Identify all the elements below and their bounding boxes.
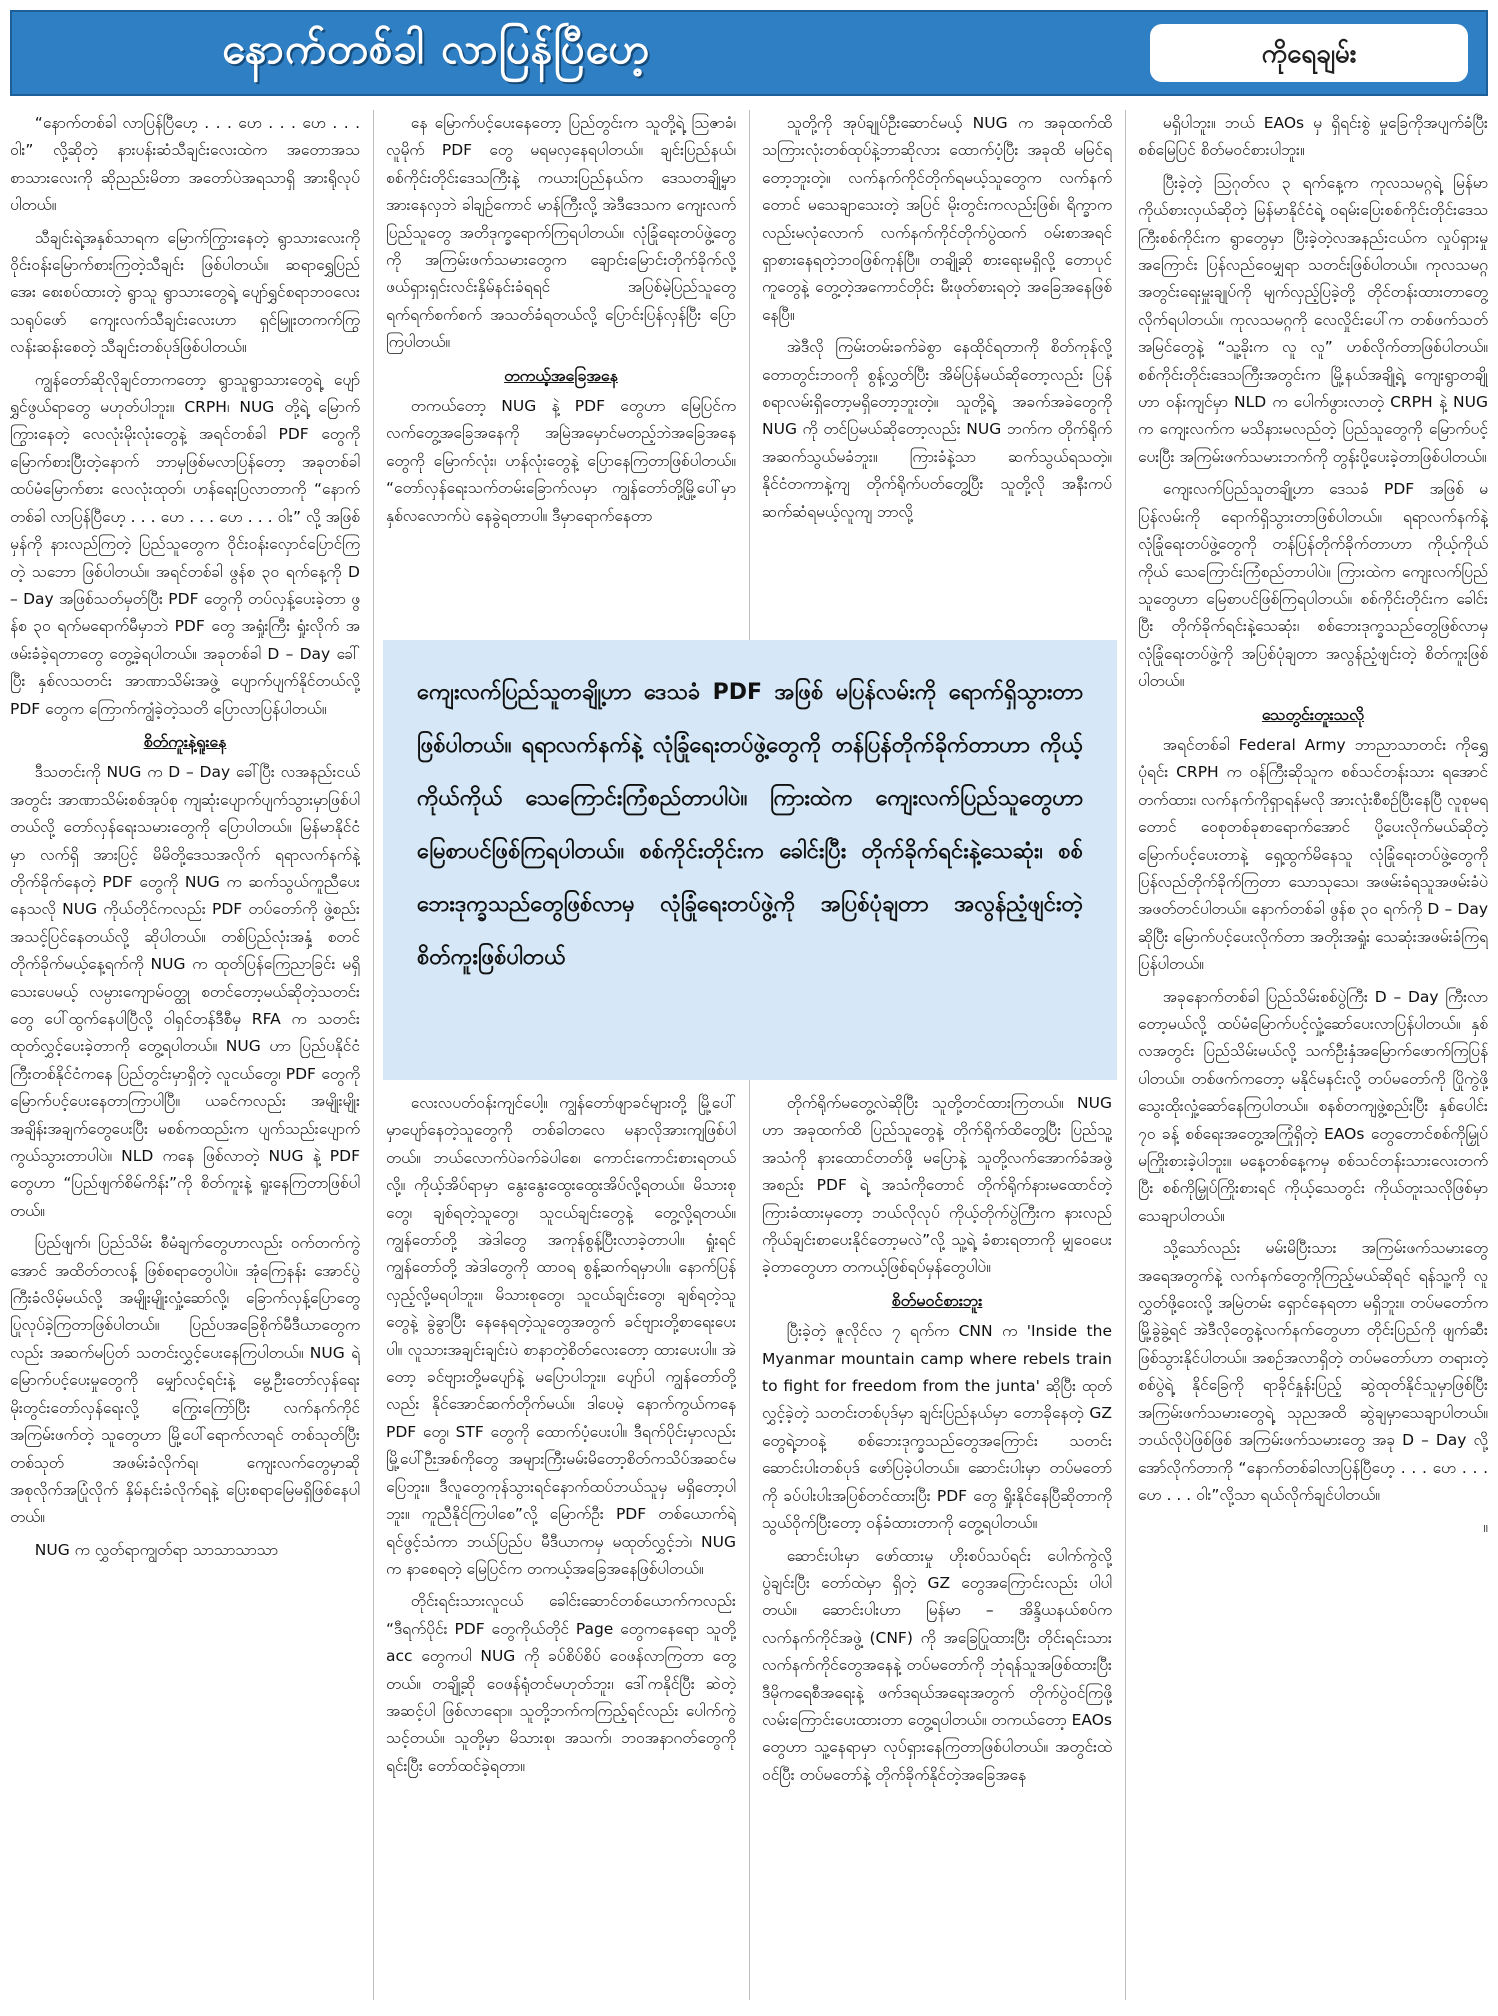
article-column-1 <box>10 110 360 2000</box>
paragraph: နေ မြောက်ပင့်ပေးနေတော့ ပြည်တွင်းက သူတို့ရဲ့ ဩဇာခံ၊ လူမိုက် PDF တွေ မရမလှနေရပါတယ်။ ချင်းပြည်နယ်၊ စစ်ကိုင်းတိုင်းဒေသကြီးနဲ့ ကယားပြည်နယ်က ဒေသတချို့မှာ အားနေလှဘဲ ခါချဉ်ကောင် မာန်ကြီးလို့ အဲဒီဒေသက ကျေးလက်ပြည်သူတွေ အတိဒုက္ခရောက်ကြရပါတယ်။ လုံခြုံရေးတပ်ဖွဲ့တွေကို အကြမ်းဖက်သမားတွေက ချောင်းမြောင်းတိုက်ခိုက်လို့ ဖယ်ရှားရှင်းလင်းနှိမ်နင်းခံရရင် အပြစ်မဲ့ပြည်သူတွေ ရက်ရက်စက်စက် အသတ်ခံရတယ်လို့ ပြောင်းပြန်လှန်ပြီး ပြောကြပါတယ်။ <box>386 114 736 352</box>
author-box <box>1150 24 1468 82</box>
article-column-3-top <box>762 110 1112 630</box>
article-column-2-top <box>386 110 736 630</box>
section-heading: စိတ်ကူးနဲ့ရူးနေ <box>143 731 227 751</box>
paragraph: ကျေးလက်ပြည်သူတချို့ဟာ ဒေသခံ PDF အဖြစ် မပြန်လမ်းကို ရောက်ရှိသွားတာဖြစ်ပါတယ်။ ရရာလက်နက်နဲ့ လုံခြုံရေးတပ်ဖွဲ့တွေကို တန်ပြန်တိုက်ခိုက်တာဟာ ကိုယ့်ကိုယ်ကိုယ် သေကြောင်းကြံစည်တာပါပဲ။ ကြားထဲက ကျေးလက်ပြည်သူတွေဟာ မြေစာပင်ဖြစ်ကြရပါတယ်။ စစ်ကိုင်းတိုင်းက ခေါင်းပြီး တိုက်ခိုက်ရင်းနဲ့သေဆုံး၊ စစ်ဘေးဒုက္ခသည်တွေဖြစ်လာမှ လုံခြုံရေးတပ်ဖွဲ့ကို အပြစ်ပုံချတာ အလွန်ညံ့ဖျင်းတဲ့ စိတ်ကူးဖြစ်ပါတယ်။ <box>1138 480 1488 691</box>
paragraph: တိုက်ရိုက်မတွေ့လဲဆိုပြီး သူတို့တင်ထားကြတယ်။ NUG ဟာ အခုထက်ထိ ပြည်သူတွေနဲ့ တိုက်ရိုက်ထိတွေ့ပြီး ပြည်သူ့အသံကို နားထောင်တတ်ဖို့ မပြောနဲ့ သူတို့လက်အောက်ခံအဖွဲ့ အစည်း PDF ရဲ့ အသံကိုတောင် တိုက်ရိုက်နားမထောင်တဲ့ ကြားခံထားမှတော့ ဘယ်လိုလုပ် ကိုယ့်တိုက်ပွဲကြီးက နားလည်ကိုယ်ချင်းစာပေးနိုင်တော့မလဲ”လို့ သူ့ရဲ့ ခံစားရတာကို မျှဝေပေးခဲ့တာတွေဟာ တကယ့်ဖြစ်ရပ်မှန်တွေပါပဲ။ <box>762 1094 1112 1277</box>
paragraph: မရှိပါဘူး။ ဘယ် EAOs မှ ရှိရင်းစွဲ မှုခြေကိုအပျက်ခံပြီး စစ်မြေပြင် စိတ်မဝင်စားပါဘူး။ <box>1138 114 1488 160</box>
article-title: နောက်တစ်ခါ လာပြန်ပြီဟေ့ <box>222 24 651 73</box>
section-heading: စိတ်မဝင်စားဘူး <box>891 1290 983 1310</box>
paragraph: တိုင်းရင်းသားလူငယ် ခေါင်းဆောင်တစ်ယောက်ကလည်း “ဒီရက်ပိုင်း PDF တွေကိုယ်တိုင် Page တွေကနေရော သူတို့ acc တွေကပါ NUG ကို ခပ်စိပ်စိပ် ဝေဖန်လာကြတာ တွေ့တယ်။ တချို့ဆို ဝေဖန်ရုံတင်မဟုတ်ဘူး၊ ဒေါ်ကနိုင်ပြီး ဆဲတဲ့အဆင့်ပါ ဖြစ်လာရော။ သူတို့ဘက်ကကြည့်ရင်လည်း ပေါက်ကွဲသင့်တယ်။ သူတို့မှာ မိသားစု၊ အသက်၊ ဘဝအနာဂတ်တွေကိုရင်းပြီး တော်ထင်ခဲ့ရတာ။ <box>386 1592 736 1775</box>
section-heading: သေတွင်းတူးသလို <box>1261 704 1365 724</box>
pull-quote-box <box>383 640 1117 1080</box>
column-divider <box>1125 110 1126 2000</box>
article-end-mark: ။ <box>1483 1518 1488 1537</box>
paragraph: ဆောင်းပါးမှာ ဖော်ထားမှု ဟိုးစပ်သပ်ရင်း ပေါက်ကွဲလို့ ပွဲချင်းပြီး တော်ထဲမှာ ရှိတဲ့ GZ တွေအကြောင်းလည်း ပါပါတယ်။ ဆောင်းပါးဟာ မြန်မာ – အိန္ဒိယနယ်စပ်က လက်နက်ကိုင်အဖွဲ့ (CNF) ကို အခြေပြုထားပြီး တိုင်းရင်းသားလက်နက်ကိုင်တွေအနေနဲ့ တပ်မတော်ကို ဘုံရန်သူအဖြစ်ထားပြီး ဒီမိုကရေစီအရေးနဲ့ ဖက်ဒရယ်အရေးအတွက် တိုက်ပွဲဝင်ကြဖို့ လမ်းကြောင်းပေးထားတာ တွေ့ရပါတယ်။ တကယ်တော့ EAOs တွေဟာ သူ့နေရာမှာ လုပ်ရှားနေကြတာဖြစ်ပါတယ်။ အတွင်းထဲဝင်ပြီး တပ်မတော်နဲ့ တိုက်ခိုက်နိုင်တဲ့အခြေအနေ <box>762 1546 1112 1784</box>
paragraph: အဲဒီလို ကြမ်းတမ်းခက်ခဲစွာ နေထိုင်ရတာကို စိတ်ကုန်လို့ တောတွင်းဘဝကို စွန့်လွှတ်ပြီး အိမ်ပြန်မယ်ဆိုတော့လည်း ပြန်စရာလမ်းရှိတော့မရှိတော့ဘူးတဲ့။ သူတို့ရဲ့ အခက်အခဲတွေကို NUG ကို တင်ပြမယ်ဆိုတော့လည်း NUG ဘက်က တိုက်ရိုက်အဆက်သွယ်မခံဘူး။ ကြားခံနဲ့သာ ဆက်သွယ်ရသတဲ့။ နိုင်ငံတကာနဲ့ကျ တိုက်ရိုက်ပတ်တွေ့ပြီး သူတို့လို အနီးကပ်ဆက်ဆံရမယ့်လူကျ ဘာလို့ <box>762 338 1112 521</box>
paragraph: NUG က လွှတ်ရာကျွတ်ရာ သာသာသာသာ <box>34 1540 279 1559</box>
paragraph: “နောက်တစ်ခါ လာပြန်ပြီဟေ့ . . . ဟေ . . . ဟေ . . . ဝါး” လို့ဆိုတဲ့ နားပန်းဆံသီချင်းလေးထဲက အတောအသ စာသားလေးကို ဆိုညည်းမိတာ အတော်ပဲအရသာရှိ အားရိုလုပ်ပါတယ်။ <box>10 114 360 215</box>
article-column-2-bottom <box>386 1090 736 1900</box>
paragraph: သို့သော်လည်း မမ်းမိပြီးသား အကြမ်းဖက်သမားတွေ အရေအတွက်နဲ့ လက်နက်တွေကိုကြည့်မယ်ဆိုရင် ရန်သူ့ကို လူလွှတ်ဖို့ဝေးလို့ အမြဲတမ်း ရှောင်နေရတာ မရှိဘူး။ တပ်မတော်က မြို့ခွဲခွဲ့ရင် အဲဒီလိုတွေနဲ့လက်နက်တွေဟာ တိုင်းပြည်ကို ဖျက်ဆီးဖြစ်သွားနိုင်ပါတယ်။ အစဉ်အလာရှိတဲ့ တပ်မတော်ဟာ တရားတဲ့စစ်ပွဲရဲ့ နိုင်ခြေကို ရာခိုင်နှုန်းပြည့် ဆွဲထုတ်နိုင်သူမှာဖြစ်ပြီး အကြမ်းဖက်သမားတွေရဲ့ သုညအထိ ဆွဲချမှာသေချာပါတယ်။ ဘယ်လိုပဲဖြစ်ဖြစ် အကြမ်းဖက်သမားတွေ အခု D – Day လို့ အော်လိုက်တာကို “နောက်တစ်ခါလာပြန်ပြီဟေ့ . . . ဟေ . . . ဟေ . . . ဝါး”လို့သာ ရယ်လိုက်ချင်ပါတယ်။ <box>1138 1239 1488 1504</box>
article-column-3-bottom <box>762 1090 1112 1900</box>
paragraph: ပြီးခဲ့တဲ့ ဩဂုတ်လ ၃ ရက်နေ့က ကုလသမဂ္ဂရဲ့ မြန်မာကိုယ်စားလှယ်ဆိုတဲ့ မြန်မာနိုင်ငံရဲ့ ဝရမ်းပြေးစစ်ကိုင်းတိုင်းဒေသကြီးစစ်ကိုင်းက ရွာတွေမှာ ပြီးခဲ့တဲ့လအနည်းငယ်က လှုပ်ရှားမှုအကြောင်း ပြန်လည်ဝေမျှရာ သတင်းဖြစ်ပါတယ်။ ကုလသမဂ္ဂအတွင်းရေးမှူးချုပ်ကို မျက်လှည့်ပြခဲ့တို့ တိုင်တန်းထားတာတွေ့လိုက်ရပါတယ်။ ကုလသမဂ္ဂကို လေလှိုင်းပေါ်က တစ်ဖက်သတ်အမြင်တွေနဲ့ “သူ့ခိုးက လူ လူ” ဟစ်လိုက်တာဖြစ်ပါတယ်။ စစ်ကိုင်းတိုင်းဒေသကြီးအတွင်းက မြို့နယ်အချို့ရဲ့ ကျေးရွာတချို့ဟာ ဝန်းကျင်မှာ NLD က ပေါက်ဖွားလာတဲ့ CRPH နဲ့ NUG က ကျေးလက်က မသိနားမလည်တဲ့ ပြည်သူတွေကို မြောက်ပင့်ပေးပြီး အကြမ်းဖက်သမားဘက်ကို တွန်းပို့ပေးခဲ့တာဖြစ်ပါတယ်။ <box>1138 173 1488 466</box>
author-name: ကိုရေချမ်း <box>1261 39 1357 69</box>
column-divider <box>373 110 374 2000</box>
article-column-4 <box>1138 110 1488 2000</box>
paragraph: အခုနောက်တစ်ခါ ပြည်သိမ်းစစ်ပွဲကြီး D – Day ကြီးလာတော့မယ်လို့ ထပ်မံမြောက်ပင့်လှုံ့ဆော်ပေးလာပြန်ပါတယ်။ နှစ်လအတွင်း ပြည်သိမ်းမယ်လို့ သက်ဦးနှံအမြောက်ဖောက်ကြပြန်ပါတယ်။ တစ်ဖက်ကတော့ မနိုင်မနင်းလို့ တပ်မတော်ကို ပြိုကွဲဖို့ သွေးထိုးလှုံ့ဆော်နေကြပါတယ်။ စနစ်တကျဖွဲ့စည်းပြီး နှစ်ပေါင်း ၇၀ ခန့် စစ်ရေးအတွေ့အကြုံရှိတဲ့ EAOs တွေတောင်စစ်ကိုမြှုပ် မကြိုးစားခဲ့ပါဘူး။ မနေ့တစ်နေ့ကမှ စစ်သင်တန်းသားလေးတက်ပြီး စစ်ကိုမြှုပ်ကြိုးစားရင် ကိုယ့်သေတွင်း ကိုယ်တူးသလိုဖြစ်မှာ သေချာပါတယ်။ <box>1138 987 1488 1225</box>
paragraph: သီချင်းရဲ့အနှစ်သာရက မြောက်ကြွားနေတဲ့ ရွာသားလေးကို ဝိုင်းဝန်းမြောက်စားကြတဲ့သီချင်း ဖြစ်ပါတယ်။ ဆရာရွှေပြည်အေး စေးစပ်ထားတဲ့ ရွာသူ ရွာသားတွေရဲ့ ပျော်ရွှင်စရာဘဝလေး သရုပ်ဖော် ကျေးလက်သီချင်းလေးဟာ ရှင်မြူးတကက်ကြွလန်းဆန်းစေတဲ့ သီချင်းတစ်ပုဒ်ဖြစ်ပါတယ်။ <box>10 228 360 357</box>
article-header-banner <box>10 10 1488 96</box>
pull-quote-text: ကျေးလက်ပြည်သူတချို့ဟာ ဒေသခံ PDF အဖြစ် မပြန်လမ်းကို ရောက်ရှိသွားတာဖြစ်ပါတယ်။ ရရာလက်နက်နဲ့ လုံခြုံရေးတပ်ဖွဲ့တွေကို တန်ပြန်တိုက်ခိုက်တာဟာ ကိုယ့်ကိုယ်ကိုယ် သေကြောင်းကြံစည်တာပါပဲ။ ကြားထဲက ကျေးလက်ပြည်သူတွေဟာ မြေစာပင်ဖြစ်ကြရပါတယ်။ စစ်ကိုင်းတိုင်းက ခေါင်းပြီး တိုက်ခိုက်ရင်းနဲ့သေဆုံး၊ စစ်ဘေးဒုက္ခသည်တွေဖြစ်လာမှ လုံခြုံရေးတပ်ဖွဲ့ကို အပြစ်ပုံချတာ အလွန်ညံ့ဖျင်းတဲ့ စိတ်ကူးဖြစ်ပါတယ် <box>417 680 1083 970</box>
section-heading: တကယ့်အခြေအနေ <box>504 365 618 385</box>
paragraph: ကျွန်တော်ဆိုလိုချင်တာကတော့ ရွာသူရွာသားတွေရဲ့ ပျော်ရွှင်ဖွယ်ရာတွေ မဟုတ်ပါဘူး။ CRPH၊ NUG တို့ရဲ့ မြောက်ကြွားနေတဲ့ လေလုံးမိုးလုံးတွေနဲ့ အရင်တစ်ခါ PDF တွေကို မြောက်စားပြီးတဲ့နောက် ဘာမှဖြစ်မလာပြန်တော့ အခုတစ်ခါ ထပ်မံမြောက်စား လေလုံးထုတ်၊ ဟန်ရေးပြလာတာကို “နောက်တစ်ခါ လာပြန်ပြီဟေ့ . . . ဟေ . . . ဟေ . . . ဝါး” လို့ အဖြစ်မှန်ကို နားလည်ကြတဲ့ ပြည်သူတွေက ဝိုင်းဝန်းလှောင်ပြောင်ကြတဲ့ သဘော ဖြစ်ပါတယ်။ အရင်တစ်ခါ ဖွန်စ ၃၀ ရက်နေ့ကို D – Day အဖြစ်သတ်မှတ်ပြီး PDF တွေကို တပ်လှန့်ပေးခဲ့တာ ဖွန်စ ၃၀ ရက်မရောက်မီမှာဘဲ PDF တွေ အရှုံးကြီး ရှုံးလိုက် အဖမ်းခံခဲ့ရတာတွေ တွေ့ခဲ့ရပါတယ်။ အခုတစ်ခါ D – Day ခေါ်ပြီး နှစ်လသတင်း အာဏာသိမ်းအဖွဲ့ ပျောက်ပျက်နိုင်တယ်လို့ PDF တွေက ကြောက်ကျွံခဲ့တဲ့သတိ ပြောလာပြန်ပါတယ်။ <box>10 370 360 718</box>
paragraph: ဒီသတင်းကို NUG က D – Day ခေါ်ပြီး လအနည်းငယ်အတွင်း အာဏာသိမ်းစစ်အုပ်စု ကျဆုံးပျောက်ပျက်သွားမှာဖြစ်ပါတယ်လို့ တော်လှန်ရေးသမားတွေကို ပြောပါတယ်။ မြန်မာနိုင်ငံမှာ လက်ရှိ အားပြင့် မိမိတို့ဒေသအလိုက် ရရာလက်နက်နဲ့ တိုက်ခိုက်နေတဲ့ PDF တွေကို NUG က ဆက်သွယ်ကူညီပေးနေသလို NUG ကိုယ်တိုင်ကလည်း PDF တပ်တော်ကို ဖွဲ့စည်းအသင့်ပြင်နေတယ်လို့ ဆိုပါတယ်။ တစ်ပြည်လုံးအနှံ့ စတင်တိုက်ခိုက်မယ့်နေ့ရက်ကို NUG က ထုတ်ပြန်ကြေညာခြင်း မရှိသေးပေမယ့် လမ္ပားကျောမ်ဝတ္ထု စတင်တော့မယ်ဆိုတဲ့သတင်းတွေ ပေါ်ထွက်နေပါပြီလို့ ဝါရှင်တန်ဒီစီမှ RFA က သတင်းထုတ်လွှင့်ပေးခဲ့တာကို တွေ့ရပါတယ်။ NUG ဟာ ပြည်ပနိုင်ငံကြီးတစ်နိုင်ငံကနေ ပြည်တွင်းမှာရှိတဲ့ လူငယ်တွေ၊ PDF တွေကို မြောက်ပင့်ပေးနေတာကြာပါပြီ။ ယခင်ကလည်း အမျိုးမျိုး အချိန်းအချက်တွေပေးပြီး မစစ်ကထည်းက ပျက်သည်းပျောက်ကွယ်သွားတာပါပဲ။ NLD ကနေ ဖြစ်လာတဲ့ NUG နဲ့ PDF တွေဟာ “ပြည်ဖျက်စိမ်ကိန်း”ကို စိတ်ကူးနဲ့ ရူးနေကြတာဖြစ်ပါတယ်။ <box>10 763 360 1220</box>
paragraph: ပြီးခဲ့တဲ့ ဇူလိုင်လ ၇ ရက်က CNN က 'Inside the Myanmar mountain camp where rebels train to fight for freedom from the junta' ဆိုပြီး ထုတ်လွှင့်ခဲ့တဲ့ သတင်းတစ်ပုဒ်မှာ ချင်းပြည်နယ်မှာ တောခိုနေတဲ့ GZ တွေရဲ့ဘဝနဲ့ စစ်ဘေးဒုက္ခသည်တွေအကြောင်း သတင်းဆောင်းပါးတစ်ပုဒ် ဖော်ပြခဲ့ပါတယ်။ ဆောင်းပါးမှာ တပ်မတော်ကို ခပ်ပါးပါးအပြစ်တင်ထားပြီး PDF တွေ ရှိုးနိုင်နေပြီဆိုတာကို သွယ်ဝိုက်ပြီးတော့ ဝန်ခံထားတာကို တွေ့ရပါတယ်။ <box>762 1322 1112 1533</box>
paragraph: သူတို့ကို အုပ်ချုပ်ဦးဆောင်မယ့် NUG က အခုထက်ထိ သကြားလုံးတစ်ထုပ်နဲ့ဘာဆိုလား ထောက်ပံ့ပြီး အခုထိ မမြင်ရတော့ဘူးတဲ့။ လက်နက်ကိုင်တိုက်ရမယ့်သူတွေက လက်နက်တောင် မသေချာသေးတဲ့ အပြင် မိုးတွင်းကလည်းဖြစ်၊ ရိက္ခာကလည်းမလုံလောက် လက်နက်ကိုင်တိုက်ပွဲထက် ဝမ်းစာအရင်ရှာစားနေရတဲ့ဘဝဖြစ်ကုန်ပြီ။ တချို့ဆို စားရေးမရှိလို့ တောပုင်ကူတွေနဲ့ တွေ့တဲ့အကောင်တိုင်း မီးဖုတ်စားရတဲ့ အခြေအနေဖြစ်နေပြီ။ <box>762 114 1112 324</box>
paragraph: လေးလပတ်ဝန်းကျင်ပေါ့။ ကျွန်တော်ဖျာခင်များတို့ မြို့ပေါ်မှာပျော်နေတဲ့သူတွေကို တစ်ခါတလေ မနာလိုအားကျဖြစ်ပါတယ်။ ဘယ်လောက်ပဲခက်ခဲပါစေ၊ ကောင်းကောင်းစားရတယ်လို့။ ကိုယ့်အိပ်ရာမှာ နွေးနွေးထွေးထွေးအိပ်လို့ရတယ်။ မိသားစုတွေ၊ ချစ်ရတဲ့သူတွေ၊ သူငယ်ချင်းတွေနဲ့ တွေ့လို့ရတယ်။ ကျွန်တော်တို့ အဲဒါတွေ အကုန်စွန့်ပြီးလာခဲ့တာပါ။ ရှုံးရင် ကျွန်တော်တို့ အဲဒါတွေကို ထာဝရ စွန့်ဆက်ရမှာပါ။ နောက်ပြန်လှည့်လို့မရပါဘူး။ မိသားစုတွေ၊ သူငယ်ချင်းတွေ၊ ချစ်ရတဲ့သူတွေနဲ့ ခွဲခွာပြီး နေနေရတဲ့သူတွေအတွက် ခင်ဗျားတို့စာရေးပေးပါ။ လူသားအချင်းချင်းပဲ စာနာတဲ့စိတ်လေးတော့ ထားပေးပါ။ အဲတော့ ခင်ဗျားတို့မပျော်နဲ့ မပြောပါဘူး။ ပျော်ပါ ကျွန်တော်တို့လည်း နိုင်အောင်ဆက်တိုက်မယ်။ ဒါပေမဲ့ နောက်ကွယ်ကနေ PDF တွေ၊ STF တွေကို ထောက်ပံ့ပေးပါ။ ဒီရက်ပိုင်းမှာလည်း မြို့ပေါ်ဉီးအစ်ကိုတွေ အများကြီးမမ်းမိတော့စိတ်ကသိပ်အဆင်မပြေဘူး။ ဒီလူတွေကုန်သွားရင်နောက်ထပ်ဘယ်သူမှ မရှိတော့ပါဘူး။ ကူညီနိုင်ကြပါစေ”လို့ မြောက်ဦး PDF တစ်ယောက်ရဲ့ ရင်ဖွင့်သံကာ ဘယ်ပြည်ပ မီဒီယာကမှ မထုတ်လွှင့်ဘဲ၊ NUG က နာစေရတဲ့ မြေပြင်က တကယ့်အခြေအနေဖြစ်ပါတယ်။ <box>386 1094 736 1578</box>
paragraph: အရင်တစ်ခါ Federal Army ဘာညာသာတင်း ကိုရွှေပုံရင်း CRPH က ဝန်ကြီးဆိုသူက စစ်သင်တန်းသား ရအောင်တက်ထား၊ လက်နက်ကိုရှာရန်မလို အားလုံးစီစဉ်ပြီးနေပြီ လူစုမရတောင် ဝေစုတစ်ခုစာရောက်အောင် ပို့ပေးလိုက်မယ်ဆိုတဲ့ မြောက်ပင့်ပေးတာနဲ့ ရှေ့ထွက်မိနေသူ လုံခြုံရေးတပ်ဖွဲ့တွေကို ပြန်လည်တိုက်ခိုက်ကြတာ သောသုသေ၊ အဖမ်းခံရသူအဖမ်းခံပဲ အဖတ်တင်ပါတယ်။ နောက်တစ်ခါ ဖွန်စ ၃၀ ရက်ကို D – Day ဆိုပြီး မြောက်ပင့်ပေးလိုက်တာ အတိုးအရှုံး သေဆုံးအဖမ်းခံကြရပြန်ပါတယ်။ <box>1138 735 1488 974</box>
paragraph: တကယ်တော့ NUG နဲ့ PDF တွေဟာ မြေပြင်က လက်တွေ့အခြေအနေကို အမြဲအမှောင်မတည့်ဘဲအခြေအနေတွေကို မြောက်လုံး၊ ဟန်လုံးတွေနဲ့ ပြောနေကြတာဖြစ်ပါတယ်။ “တော်လှန်ရေးသက်တမ်းခြောက်လမှာ ကျွန်တော်တို့မြို့ပေါ်မှာ နှစ်လလောက်ပဲ နေခွဲရတာပါ။ ဒီမှာရောက်နေတာ <box>386 397 736 525</box>
paragraph: ပြည်ဖျက်၊ ပြည်သိမ်း စီမံချက်တွေဟာလည်း ဝက်တက်ကွဲအောင် အထိတ်တလန့် ဖြစ်စရာတွေပါပဲ။ အုံကြေနန်း အောင်ပွဲကြီးခံလိမ့်မယ်လို့ အမျိုးမျိုးလှုံ့ဆော်လို့၊ ခြောက်လှန့်ပြောတွေ ပြုလုပ်ခဲ့ကြတာဖြစ်ပါတယ်။ ပြည်ပအခြေစိုက်မီဒီယာတွေကလည်း အဆက်မပြတ် သတင်းလွှင့်ပေးနေကြပါတယ်။ NUG ရဲ့ မြောက်ပင့်ပေးမှုတွေကို မျှော်လင့်ရင်းနဲ့ မွေ့ဦးတော်လှန်ရေး မိုးတွင်းတော်လှန်ရေးလို့ ကြွေးကြော်ပြီး လက်နက်ကိုင်အကြမ်းဖက်တဲ့ သူတွေဟာ မြို့ပေါ်ရောက်လာရင် တစ်သုတ်ပြီး တစ်သုတ် အဖမ်းခံလိုက်ရ၊ ကျေးလက်တွေမှာဆိုအစုလိုက်အပြုံလိုက် နှိမ်နင်းခံလိုက်ရနဲ့ ပြေးစရာမြေမရှိဖြစ်နေပါတယ်။ <box>10 1234 360 1527</box>
